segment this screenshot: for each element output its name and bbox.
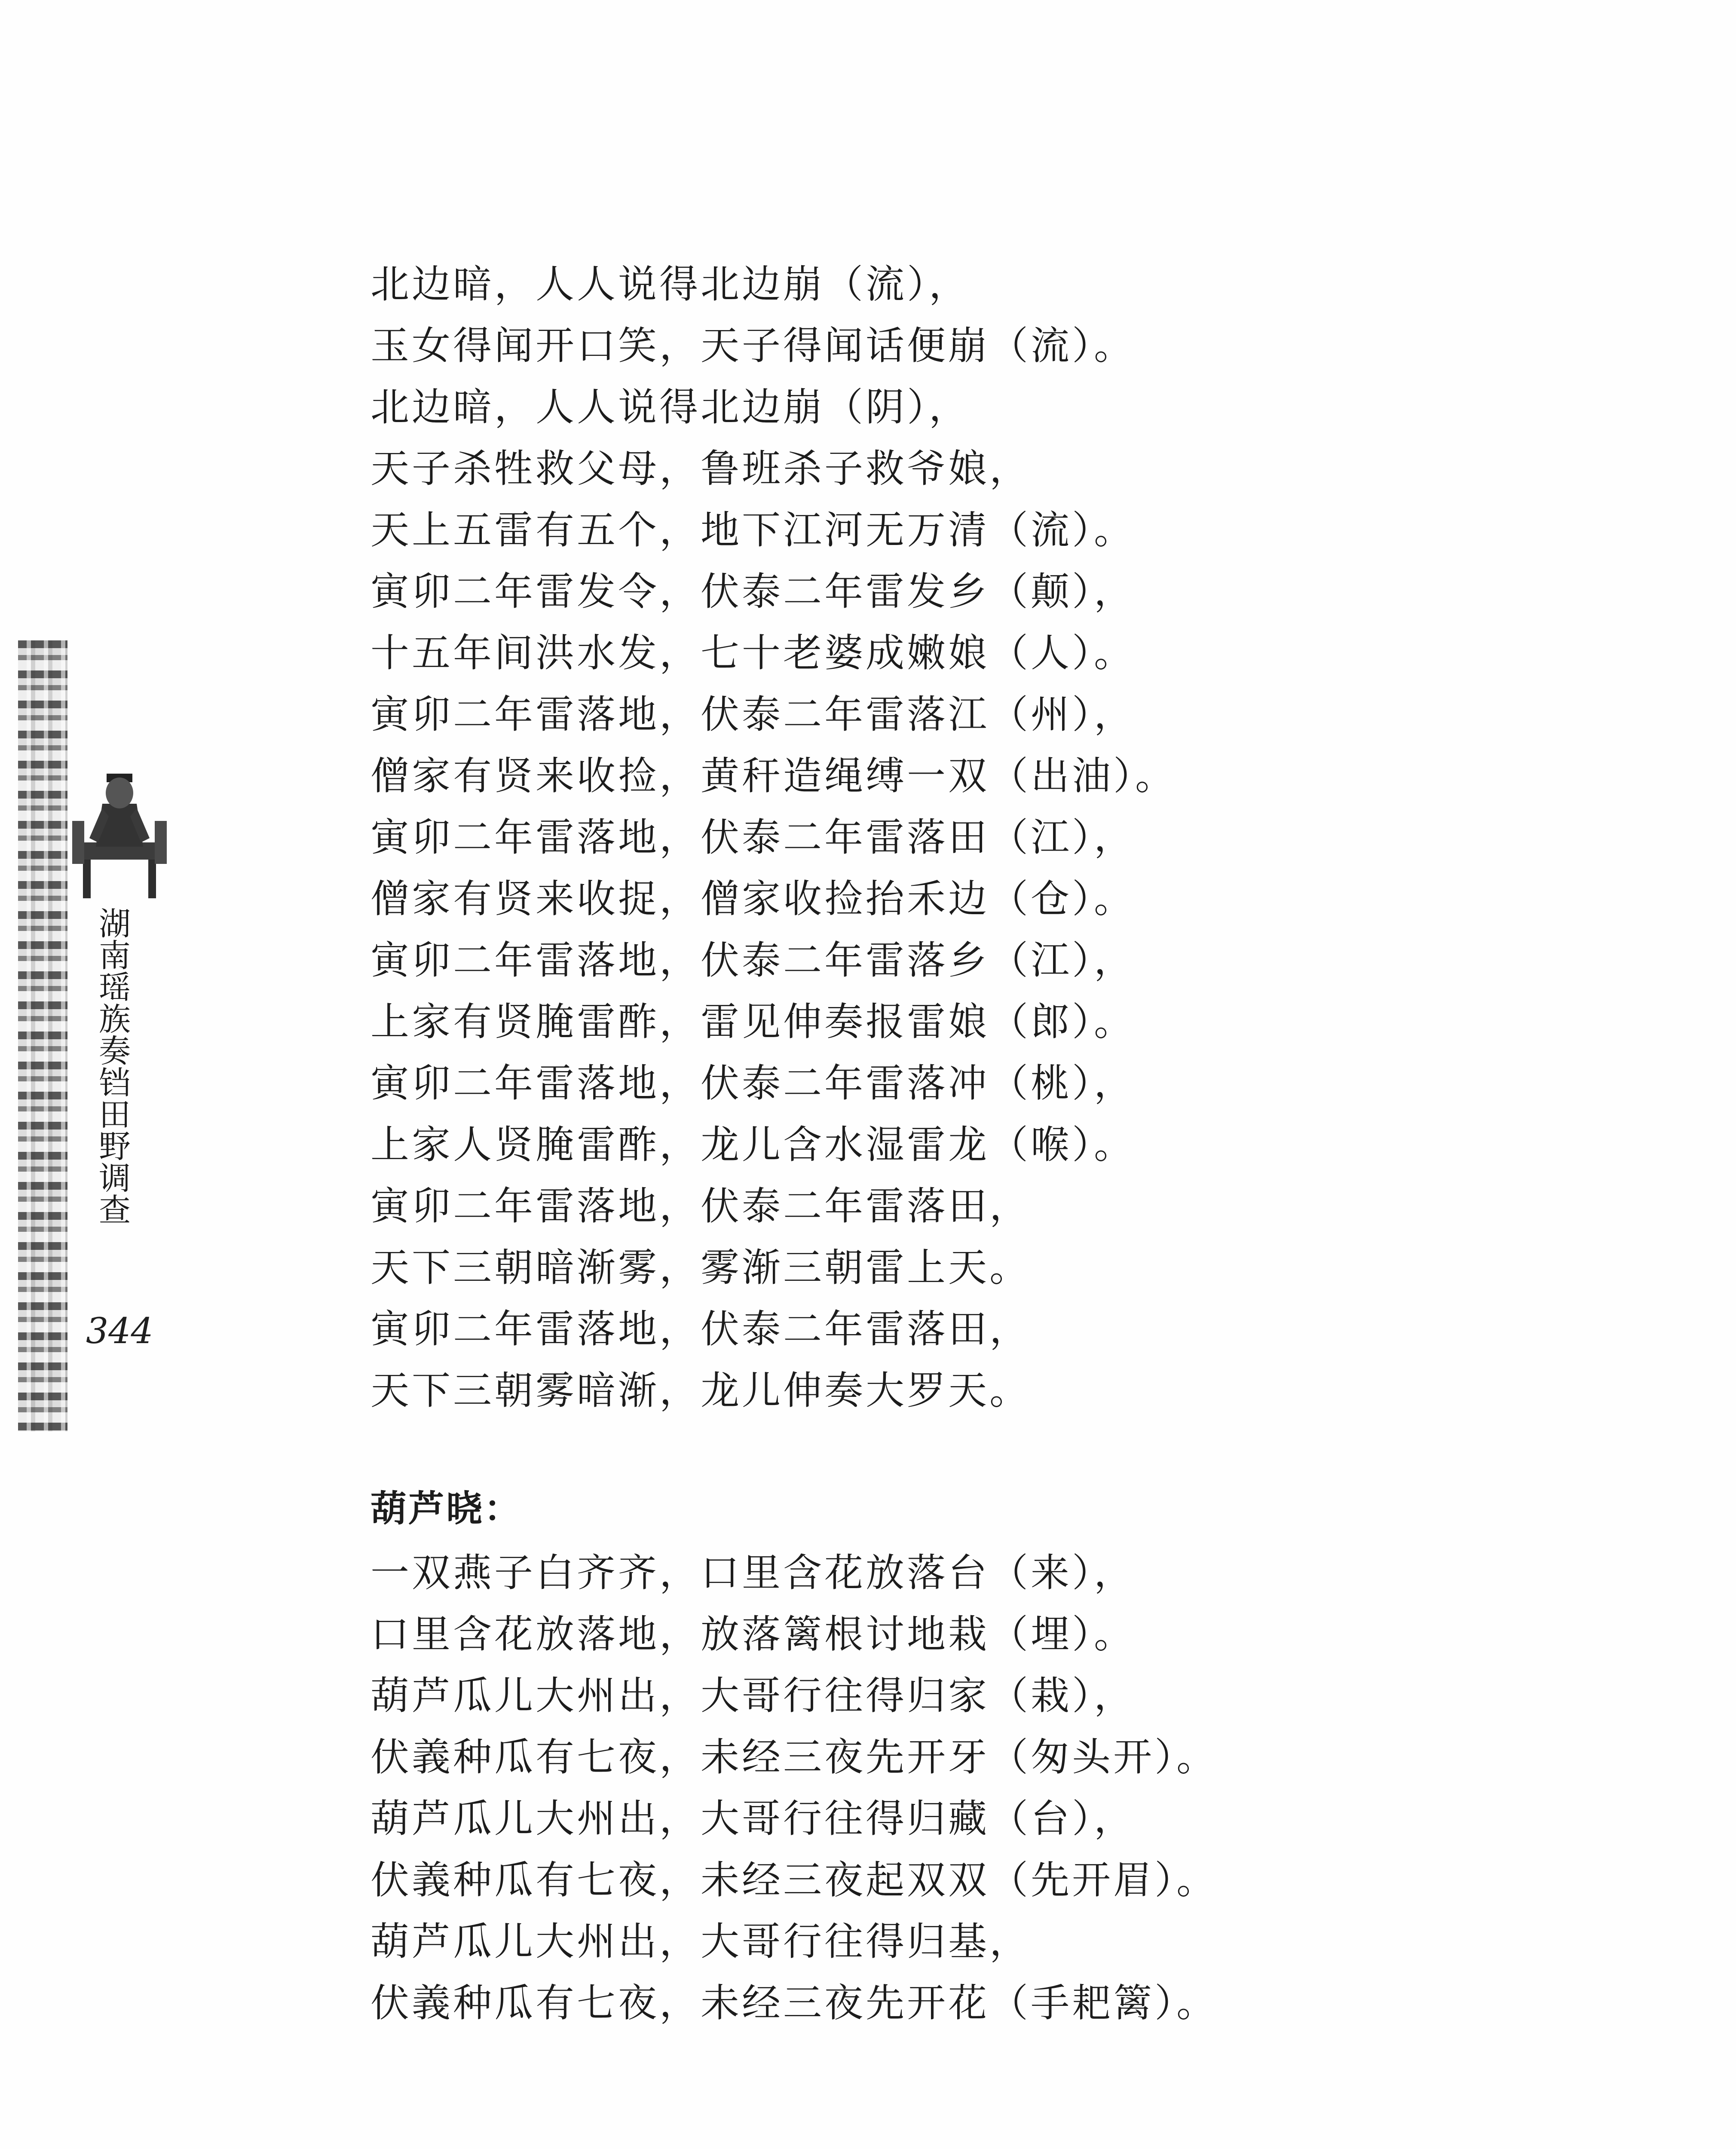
verse-line: 寅卯二年雷落地，伏泰二年雷落田， <box>370 1307 1031 1352</box>
page-number: 344 <box>86 1311 153 1352</box>
verse-line: 北边暗，人人说得北边崩（流）， <box>370 262 970 307</box>
verse-line: 伏義种瓜有七夜，未经三夜起双双（先开眉）。 <box>370 1858 1218 1903</box>
verse-line: 僧家有贤来收捉，僧家收捡抬禾边（仓）。 <box>370 876 1135 921</box>
verse-line: 天下三朝暗渐雾，雾渐三朝雷上天。 <box>370 1245 1031 1290</box>
verse-line: 僧家有贤来收捡，黄秆造绳缚一双（出油）。 <box>370 753 1176 799</box>
verse-line: 玉女得闻开口笑，天子得闻话便崩（流）。 <box>370 323 1135 368</box>
verse-line: 寅卯二年雷落地，伏泰二年雷落乡（江）， <box>370 938 1135 983</box>
verse-line: 葫芦瓜儿大州出，大哥行往得归家（栽）， <box>370 1673 1135 1718</box>
verse-line: 寅卯二年雷落地，伏泰二年雷落田， <box>370 1184 1031 1229</box>
verse-line: 口里含花放落地，放落篱根讨地栽（埋）。 <box>370 1612 1135 1657</box>
verse-line: 伏義种瓜有七夜，未经三夜先开牙（匆头开）。 <box>370 1735 1218 1780</box>
verse-line: 上家有贤腌雷酢，雷见伸奏报雷娘（郎）。 <box>370 999 1135 1044</box>
section-heading: 葫芦晓： <box>370 1488 522 1530</box>
verse-line: 天下三朝雾暗渐，龙儿伸奏大罗天。 <box>370 1368 1031 1413</box>
running-title: 湖南瑶族奏铛田野调查 <box>94 907 131 1225</box>
verse-section-1 <box>370 254 1660 1421</box>
verse-line: 天上五雷有五个，地下江河无万清（流）。 <box>370 508 1135 553</box>
decorative-side-band <box>18 640 67 1431</box>
verse-line: 寅卯二年雷落地，伏泰二年雷落田（江）， <box>370 815 1135 860</box>
verse-line: 伏義种瓜有七夜，未经三夜先开花（手耙篱）。 <box>370 1981 1218 2026</box>
verse-line: 十五年间洪水发，七十老婆成嫩娘（人）。 <box>370 631 1135 676</box>
seated-figure-icon <box>72 756 167 903</box>
verse-line: 寅卯二年雷落地，伏泰二年雷落冲（桃）， <box>370 1061 1135 1106</box>
verse-line: 葫芦瓜儿大州出，大哥行往得归藏（台）， <box>370 1796 1135 1841</box>
verse-line: 寅卯二年雷发令，伏泰二年雷发乡（颠）， <box>370 569 1135 614</box>
verse-line: 一双燕子白齐齐，口里含花放落台（来）， <box>370 1550 1135 1595</box>
verse-line: 北边暗，人人说得北边崩（阴）， <box>370 385 970 430</box>
verse-line: 天子杀牲救父母，鲁班杀子救爷娘， <box>370 446 1031 491</box>
verse-line: 上家人贤腌雷酢，龙儿含水湿雷龙（喉）。 <box>370 1122 1135 1167</box>
verse-line: 寅卯二年雷落地，伏泰二年雷落江（州）， <box>370 692 1135 737</box>
verse-section-2 <box>370 1542 1660 2034</box>
verse-line: 葫芦瓜儿大州出，大哥行往得归基， <box>370 1919 1031 1964</box>
